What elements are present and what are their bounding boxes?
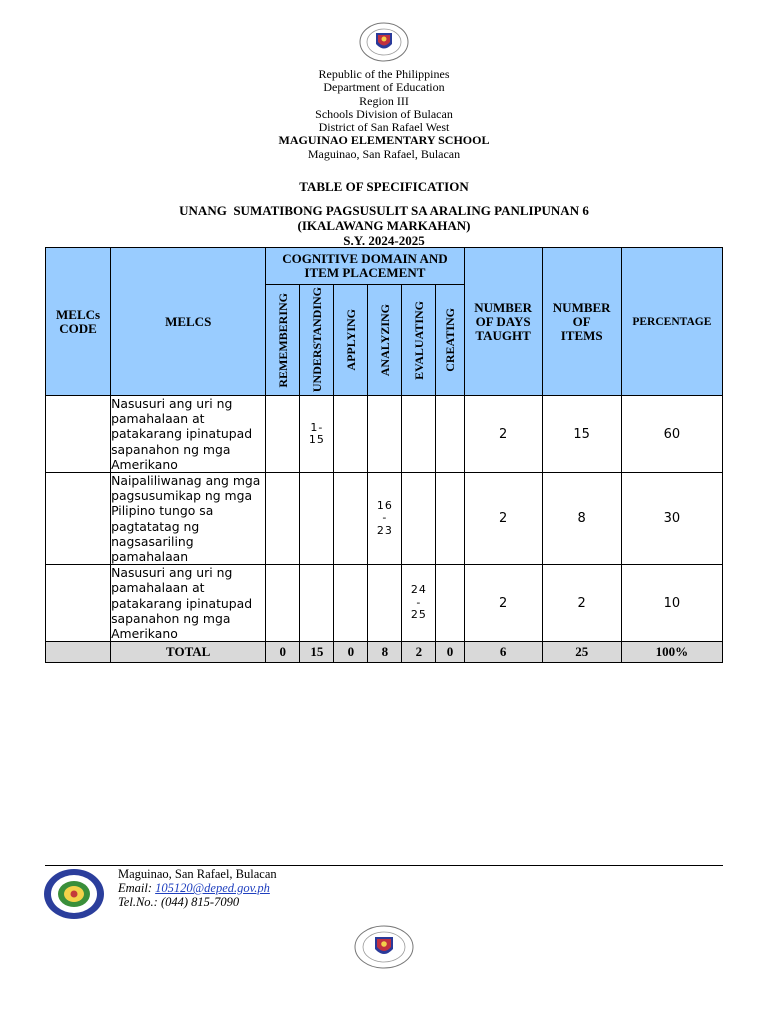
placement-cell (266, 565, 300, 642)
melc-code-cell (46, 396, 111, 473)
tel-number: (044) 815-7090 (160, 895, 240, 909)
domain-header-analyzing: ANALYZING (368, 285, 402, 396)
total-domain-cell: 8 (368, 642, 402, 663)
letterhead-line: District of San Rafael West (318, 120, 450, 135)
email-label: Email: (118, 881, 153, 895)
placement-cell: 24 - 25 (402, 565, 436, 642)
table-row (46, 565, 723, 642)
total-domain-cell: 0 (334, 642, 368, 663)
total-domain-cell: 2 (402, 642, 436, 663)
title-line-3: S.Y. 2024-2025 (343, 233, 425, 248)
total-label: TOTAL (111, 642, 266, 663)
placement-cell: 16 - 23 (368, 473, 402, 565)
domain-header-evaluating: EVALUATING (402, 285, 436, 396)
placement-cell (334, 396, 368, 473)
melc-text-cell: Nasusuri ang uri ng pamahalaan at patakarang ipinatupad sapanahon ng mga Amerikano (111, 396, 266, 473)
title-main: TABLE OF SPECIFICATION (299, 179, 469, 194)
number-of-items-header: NUMBER OF ITEMS (542, 248, 621, 396)
total-percentage-cell: 100% (621, 642, 722, 663)
melc-code-cell (46, 473, 111, 565)
percentage-cell: 10 (621, 565, 722, 642)
placement-cell (334, 565, 368, 642)
title-line-1: UNANG SUMATIBONG PAGSUSULIT SA ARALING PANLIPUNAN 6 (179, 203, 589, 218)
total-domain-cell: 0 (436, 642, 464, 663)
melc-text-cell: Naipaliliwanag ang mga pagsusumikap ng mga Pilipino tungo sa pagtatatag ng nagsasariling pamahalaan (111, 473, 269, 565)
domain-header-applying: APPLYING (334, 285, 368, 396)
email-link[interactable]: 105120@deped.gov.ph (155, 881, 270, 895)
domain-header-remembering: REMEMBERING (266, 285, 300, 396)
placement-cell (436, 473, 464, 565)
total-domain-cell: 0 (266, 642, 300, 663)
letterhead (0, 68, 768, 161)
placement-cell (334, 473, 368, 565)
melc-code-cell (46, 565, 111, 642)
days-cell: 2 (464, 473, 542, 565)
placement-cell (300, 473, 334, 565)
items-cell: 2 (542, 565, 621, 642)
title-line-2: (IKALAWANG MARKAHAN) (297, 218, 471, 233)
cognitive-domain-header: COGNITIVE DOMAIN AND ITEM PLACEMENT (266, 248, 464, 285)
placement-cell (436, 565, 464, 642)
footer-tel-line (118, 895, 277, 909)
letterhead-line: Region III (359, 93, 409, 108)
letterhead-line: Schools Division of Bulacan (315, 106, 453, 121)
percentage-header: PERCENTAGE (621, 248, 722, 396)
days-cell: 2 (464, 396, 542, 473)
table-row (46, 473, 723, 565)
total-items-cell: 25 (542, 642, 621, 663)
header-row-1 (46, 248, 723, 285)
placement-cell (436, 396, 464, 473)
total-days-cell: 6 (464, 642, 542, 663)
footer-contact (118, 867, 277, 909)
placement-cell (368, 396, 402, 473)
table-row (46, 396, 723, 473)
footer-address: Maguinao, San Rafael, Bulacan (118, 867, 277, 881)
placement-cell (402, 396, 436, 473)
footer-email-line (118, 881, 277, 895)
placement-cell: 1- 15 (300, 396, 334, 473)
total-row (46, 642, 723, 663)
tel-label: Tel.No.: (118, 895, 158, 909)
placement-cell (266, 396, 300, 473)
items-cell: 8 (542, 473, 621, 565)
footer-divider (45, 865, 723, 866)
school-address: Maguinao, San Rafael, Bulacan (307, 146, 461, 161)
total-code-cell (46, 642, 111, 663)
letterhead-line: Department of Education (323, 80, 445, 95)
placement-cell (300, 565, 334, 642)
percentage-cell: 30 (621, 473, 722, 565)
domain-header-understanding: UNDERSTANDING (300, 285, 334, 396)
placement-cell (368, 565, 402, 642)
document-title (0, 179, 768, 248)
deped-seal-icon (354, 925, 414, 969)
letterhead-line: Republic of the Philippines (318, 67, 450, 81)
days-taught-header: NUMBER OF DAYS TAUGHT (464, 248, 542, 396)
school-logo-icon (43, 868, 105, 920)
school-name: MAGUINAO ELEMENTARY SCHOOL (278, 133, 490, 148)
deped-seal-icon (359, 22, 409, 62)
days-cell: 2 (464, 565, 542, 642)
melc-text-cell: Nasusuri ang uri ng pamahalaan at patakarang ipinatupad sapanahon ng mga Amerikano (111, 565, 266, 642)
placement-cell (266, 473, 300, 565)
percentage-cell: 60 (621, 396, 722, 473)
specification-table (45, 247, 723, 663)
melcs-code-header: MELCs CODE (46, 248, 111, 396)
placement-cell (402, 473, 436, 565)
total-domain-cell: 15 (300, 642, 334, 663)
items-cell: 15 (542, 396, 621, 473)
domain-header-creating: CREATING (436, 285, 464, 396)
melcs-header: MELCS (111, 248, 266, 396)
